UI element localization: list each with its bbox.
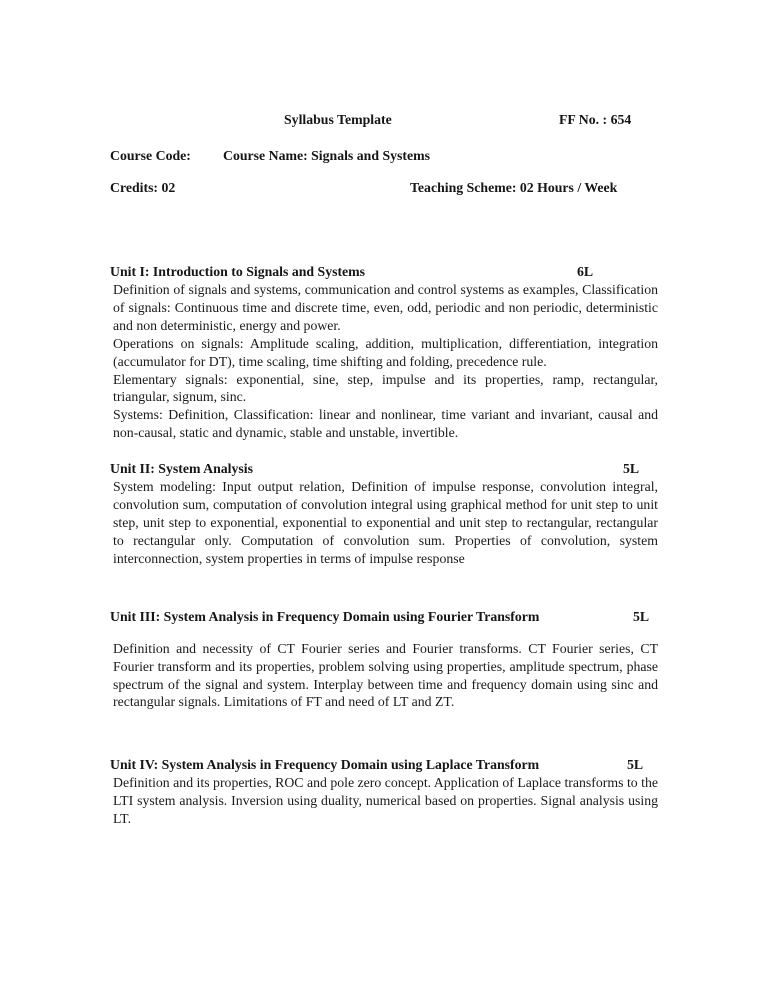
course-name-label: Course Name: Signals and Systems bbox=[223, 148, 430, 163]
credits-label: Credits: 02 bbox=[110, 180, 176, 195]
unit-2-hours: 5L bbox=[623, 461, 640, 477]
page-title: Syllabus Template bbox=[284, 112, 392, 127]
unit-1-header bbox=[110, 263, 658, 281]
unit-1-paragraph: Operations on signals: Amplitude scaling, addition, multiplication, differentiation, integration (accumulator for DT), time scaling, time shifting and folding, precedence rule. bbox=[113, 335, 658, 369]
unit-4-header bbox=[110, 756, 658, 774]
unit-2-title: Unit II: System Analysis bbox=[110, 461, 253, 477]
course-row bbox=[110, 147, 658, 165]
unit-section-4 bbox=[110, 756, 658, 828]
unit-3-hours: 5L bbox=[633, 608, 650, 624]
unit-1-paragraph: Definition of signals and systems, communication and control systems as examples, Classification of signals: Continuous time and discrete time, even, odd, periodic and non periodic, deterministic and non deterministic, energy and power. bbox=[113, 282, 658, 333]
document-header-row bbox=[110, 111, 658, 129]
unit-1-paragraph: Elementary signals: exponential, sine, step, impulse and its properties, ramp, rectangular, triangular, signum, sinc. bbox=[113, 371, 658, 405]
unit-4-hours: 5L bbox=[627, 757, 644, 773]
course-code-label: Course Code: bbox=[110, 148, 191, 163]
unit-section-3 bbox=[110, 608, 658, 712]
unit-3-title: Unit III: System Analysis in Frequency Domain using Fourier Transform bbox=[110, 608, 540, 624]
unit-2-header bbox=[110, 460, 658, 478]
unit-section-2 bbox=[110, 460, 658, 568]
credits-row bbox=[110, 179, 658, 197]
unit-1-title: Unit I: Introduction to Signals and Systems bbox=[110, 264, 366, 279]
unit-4-paragraph: Definition and its properties, ROC and pole zero concept. Application of Laplace transforms to the LTI system analysis. Inversion using duality, numerical based on properties. Signal analysis using LT. bbox=[113, 775, 658, 827]
unit-4-title: Unit IV: System Analysis in Frequency Domain using Laplace Transform bbox=[110, 757, 540, 773]
unit-3-header bbox=[110, 608, 658, 626]
unit-1-paragraph: Systems: Definition, Classification: linear and nonlinear, time variant and invariant, causal and non-causal, static and dynamic, stable and unstable, invertible. bbox=[113, 407, 658, 441]
unit-3-paragraph: Definition and necessity of CT Fourier series and Fourier transforms. CT Fourier series, CT Fourier transform and its properties, problem solving using properties, amplitude spectrum, phase spectrum of the signal and system. Interplay between time and frequency domain using sinc and rectangular signals. Limitations of FT and need of LT and ZT. bbox=[113, 640, 658, 710]
ff-number: FF No. : 654 bbox=[559, 112, 632, 127]
unit-section-1 bbox=[110, 263, 658, 442]
teaching-scheme-label: Teaching Scheme: 02 Hours / Week bbox=[410, 180, 618, 195]
unit-1-hours: 6L bbox=[577, 264, 594, 279]
unit-2-paragraph: System modeling: Input output relation, Definition of impulse response, convolution integral, convolution sum, computation of convolution integral using graphical method for unit step to unit step, unit step to exponential, exponential to exponential and unit step to rectangular, rectangular to rectangular only. Computation of convolution sum. Properties of convolution, system interconnection, system properties in terms of impulse response bbox=[113, 479, 658, 566]
